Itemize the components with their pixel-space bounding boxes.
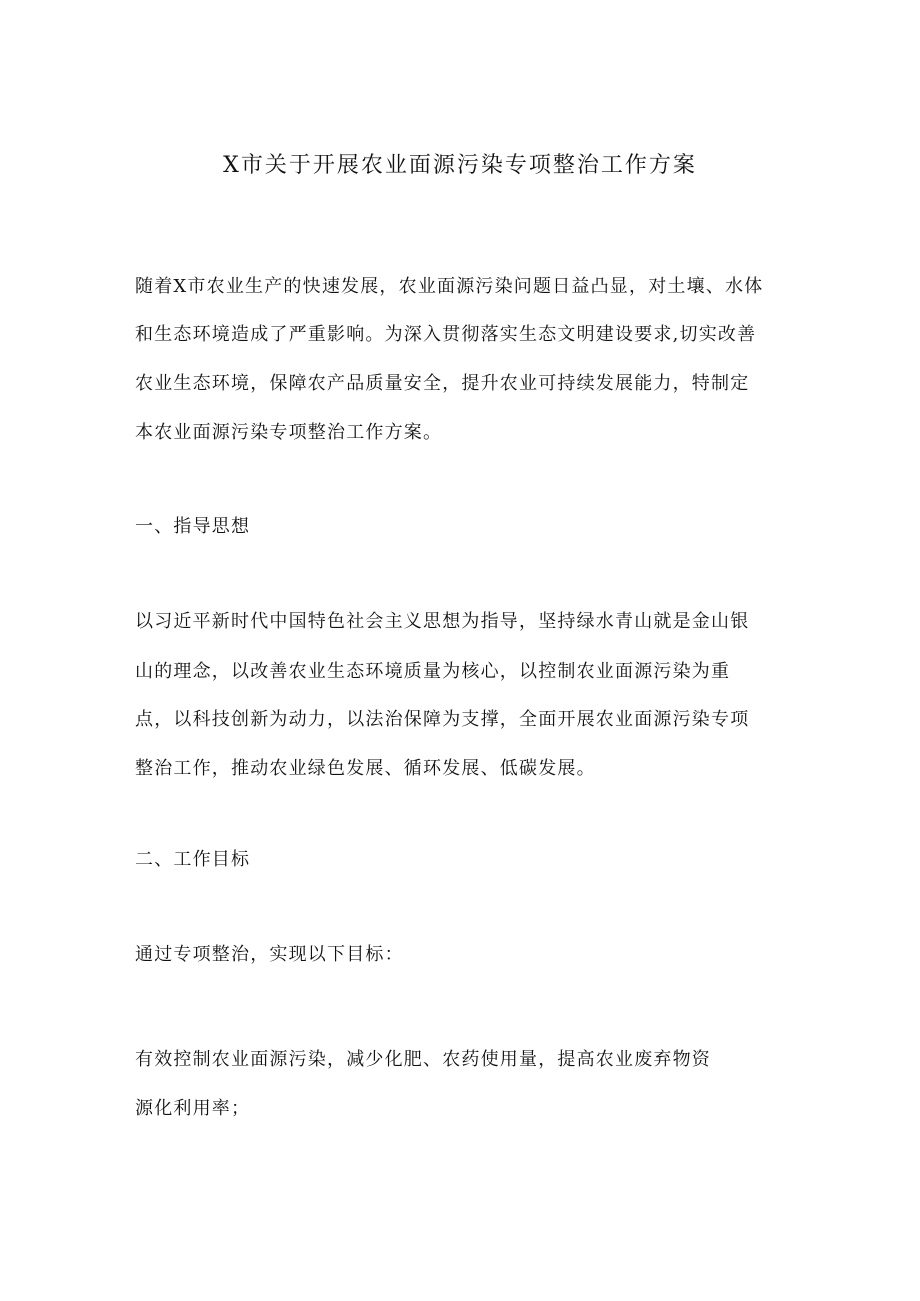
intro-line-2: 和生态环境造成了严重影响。为深入贯彻落实生态文明建设要求,切实改善 <box>135 324 757 345</box>
section1-line-3: 点，以科技创新为动力，以法治保障为支撑，全面开展农业面源污染专项 <box>135 709 750 730</box>
intro-line-3: 农业生态环境，保障农产品质量安全，提升农业可持续发展能力，特制定 <box>135 373 750 394</box>
document-title: X市关于开展农业面源污染专项整治工作方案 <box>223 153 697 178</box>
goal1-line-2: 源化利用率； <box>135 1098 251 1119</box>
section1-line-2: 山的理念，以改善农业生态环境质量为核心，以控制农业面源污染为重 <box>135 661 731 682</box>
section-heading-work-goals: 二、工作目标 <box>135 849 251 870</box>
section-heading-guiding-ideology: 一、指导思想 <box>135 516 251 537</box>
section1-line-1: 以习近平新时代中国特色社会主义思想为指导，坚持绿水青山就是金山银 <box>135 611 750 632</box>
section1-line-4: 整治工作，推动农业绿色发展、循环发展、低碳发展。 <box>135 758 596 779</box>
goal1-line-1: 有效控制农业面源污染，减少化肥、农药使用量，提高农业废弃物资 <box>135 1049 711 1070</box>
intro-line-4: 本农业面源污染专项整治工作方案。 <box>135 422 443 443</box>
section2-intro: 通过专项整治，实现以下目标： <box>135 944 404 965</box>
intro-line-1: 随着X市农业生产的快速发展，农业面源污染问题日益凸显，对土壤、水体 <box>135 276 764 297</box>
